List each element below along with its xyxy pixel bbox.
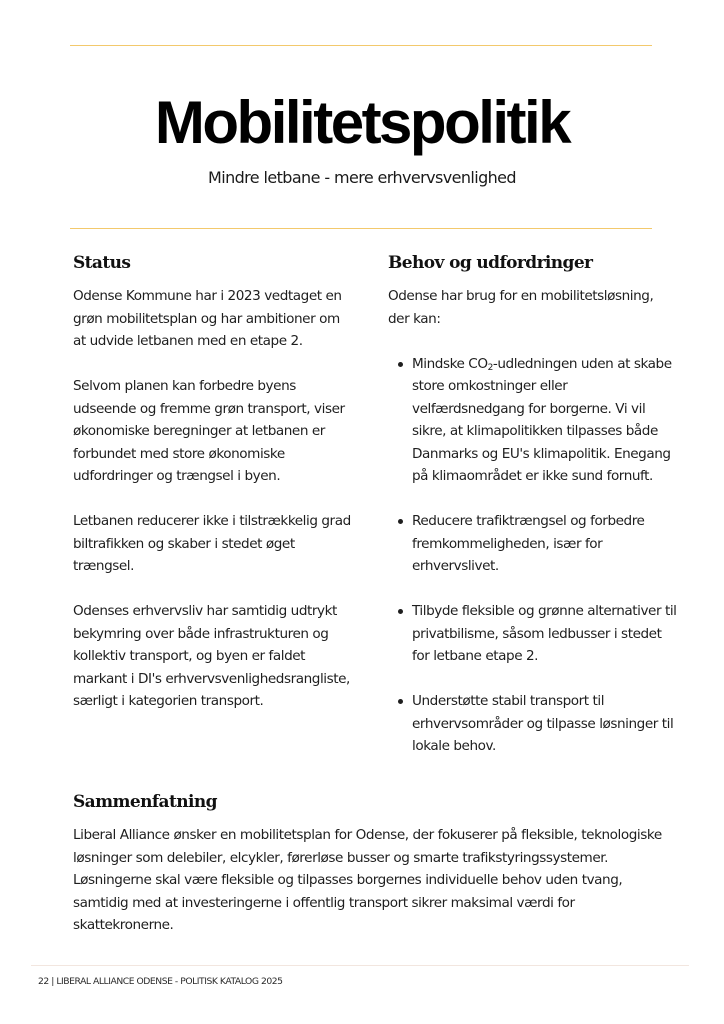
page-subtitle: Mindre letbane - mere erhvervsvenlighed — [208, 168, 516, 187]
list-item-text: Understøtte stabil transport til erhvervsområder og tilpasse løsninger til lokale behov. — [412, 693, 674, 754]
needs-section — [388, 252, 678, 758]
needs-heading: Behov og udfordringer — [388, 253, 593, 273]
summary-section — [73, 791, 673, 937]
list-item — [388, 600, 678, 668]
status-paragraph: Letbanen reducerer ikke i tilstrækkelig grad biltrafikken og skaber i stedet øget trængsel. — [73, 513, 351, 574]
status-paragraph: Odenses erhvervsliv har samtidig udtrykt bekymring over både infrastrukturen og kollektiv transport, og byen er faldet markant i DI's erhvervsvenlighedsrangliste, særligt i kategorien transport. — [73, 603, 350, 709]
bullet-icon — [398, 519, 403, 524]
subscript-two: 2 — [487, 362, 493, 373]
needs-intro: Odense har brug for en mobilitetsløsning, der kan: — [388, 288, 654, 327]
list-item — [388, 510, 678, 578]
summary-heading: Sammenfatning — [73, 792, 217, 812]
status-paragraph: Odense Kommune har i 2023 vedtaget en grøn mobilitetsplan og har ambitioner om at udvide letbanen med en etape 2. — [73, 288, 342, 349]
status-paragraph: Selvom planen kan forbedre byens udseende og fremme grøn transport, viser økonomiske beregninger at letbanen er forbundet med store økonomiske udfordringer og trængsel i byen. — [73, 378, 345, 484]
footer-divider — [31, 965, 689, 966]
list-item — [388, 353, 678, 488]
list-item-text: Tilbyde fleksible og grønne alternativer til privatbilisme, såsom ledbusser i stedet for letbane etape 2. — [412, 603, 677, 664]
status-heading: Status — [73, 253, 131, 273]
page-title: Mobilitetspolitik — [154, 89, 570, 156]
list-item-text: Reducere trafiktrængsel og forbedre fremkommeligheden, især for erhvervslivet. — [412, 513, 645, 574]
bullet-icon — [398, 609, 403, 614]
list-item-text-end: -udledningen uden at skabe store omkostninger eller velfærdsnedgang for borgerne. Vi vil sikre, at klimapolitikken tilpasses både Danmarks og EU's klimapolitik. Enegang på klimaområdet er ikke sund fornuft. — [412, 355, 672, 484]
list-item-text-start: Mindske CO — [412, 355, 488, 372]
list-item — [388, 690, 678, 758]
summary-text: Liberal Alliance ønsker en mobilitetsplan for Odense, der fokuserer på fleksible, teknologiske løsninger som delebiler, elcykler, førerløse busser og smarte trafikstyringssystemer. Løsningerne skal være fleksible og tilpasses borgernes individuelle behov uden tvang, samtidig med at investeringerne i offentlig transport sikrer maksimal værdi for skattekronerne. — [73, 827, 662, 933]
status-section — [73, 252, 353, 713]
footer-page-label: 22 | LIBERAL ALLIANCE ODENSE - POLITISK KATALOG 2025 — [38, 976, 283, 987]
header-top-rule — [70, 45, 652, 46]
needs-list — [388, 353, 678, 758]
bullet-icon — [398, 699, 403, 704]
bullet-icon — [398, 362, 403, 367]
header-bottom-rule — [70, 228, 652, 229]
